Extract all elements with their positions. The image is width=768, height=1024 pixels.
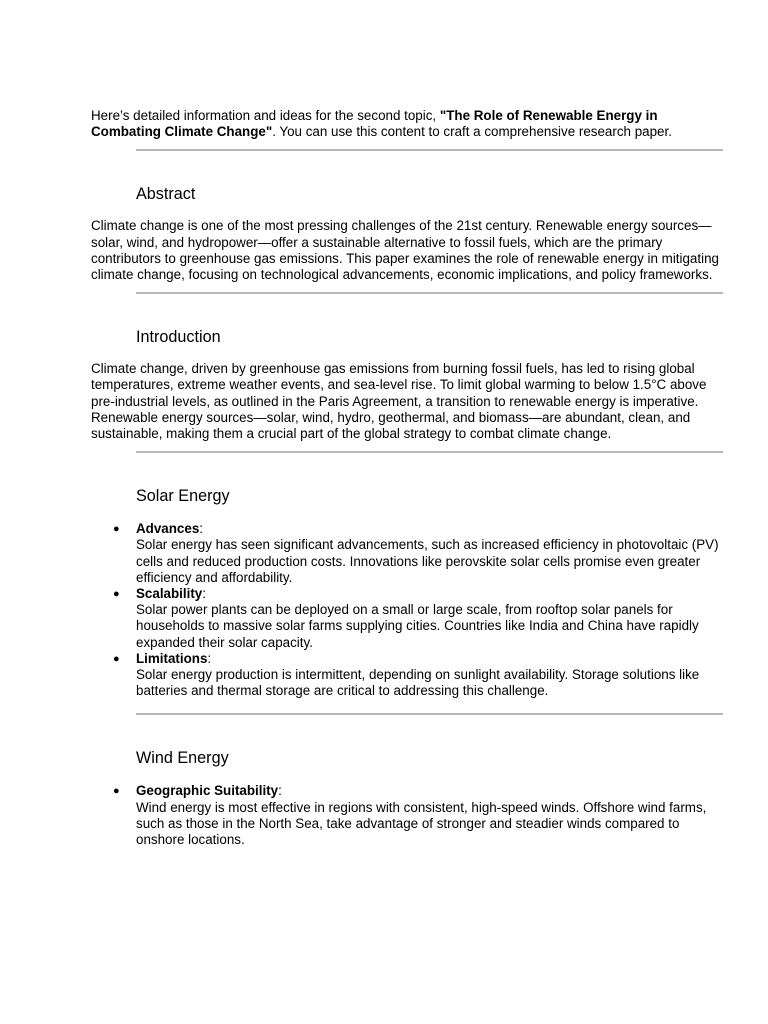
wind-heading: Wind Energy [136,749,229,768]
list-item [91,783,723,848]
intro-topic: "The Role of Renewable Energy in Combating Climate Change" [91,108,658,140]
intro-paragraph [91,108,723,140]
term-separator: : [278,783,282,799]
item-term: Geographic Suitability [136,783,279,799]
abstract-heading: Abstract [136,185,196,204]
solar-heading: Solar Energy [136,487,230,506]
abstract-text: Climate change is one of the most pressing challenges of the 21st century. Renewable energy sources—solar, wind, and hydropower—offer a sustainable alternative to fossil fuels, which are the primary contributors to greenhouse gas emissions. This paper examines the role of renewable energy in mitigating climate change, focusing on technological advancements, economic implications, and policy frameworks. [91,218,719,283]
item-term: Limitations [136,650,208,666]
term-separator: : [202,586,206,602]
intro-suffix: . You can use this content to craft a comprehensive research paper. [272,124,672,140]
term-separator: : [199,521,203,537]
wind-list [91,783,723,848]
intro-prefix: Here’s detailed information and ideas for the second topic, [91,108,440,123]
item-term: Advances [136,521,200,537]
list-item [91,651,723,700]
item-text: Solar energy has seen significant advancements, such as increased efficiency in photovoltaic (PV) cells and reduced production costs. Innovations like perovskite solar cells promise even greater efficiency and affordability. [136,537,719,585]
document-page [91,108,723,848]
bullet-icon: ● [113,652,120,665]
list-item [91,521,723,586]
section-divider [136,149,723,151]
introduction-heading: Introduction [136,328,221,347]
bullet-icon: ● [113,523,120,536]
item-term: Scalability [136,586,203,602]
bullet-icon: ● [113,785,120,798]
list-item [91,586,723,651]
section-divider [136,292,723,294]
item-text: Solar energy production is intermittent, depending on sunlight availability. Storage solutions like batteries and thermal storage are critical to addressing this challenge. [136,667,700,699]
item-text: Solar power plants can be deployed on a small or large scale, from rooftop solar panels for households to massive solar farms supplying cities. Countries like India and China have rapidly expanded their solar capacity. [136,602,699,650]
bullet-icon: ● [113,588,120,601]
term-separator: : [207,650,212,666]
introduction-text: Climate change, driven by greenhouse gas emissions from burning fossil fuels, has led to rising global temperatures, extreme weather events, and sea-level rise. To limit global warming to below 1.5°C above pre-industrial levels, as outlined in the Paris Agreement, a transition to renewable energy is imperative. Renewable energy sources—solar, wind, hydro, geothermal, and biomass—are abundant, clean, and sustainable, making them a crucial part of the global strategy to combat climate change. [91,361,707,442]
item-text: Wind energy is most effective in regions with consistent, high-speed winds. Offshore wind farms, such as those in the North Sea, take advantage of stronger and steadier winds compared to onshore locations. [136,799,707,848]
solar-list [91,521,723,699]
section-divider [136,451,723,453]
section-divider [136,713,723,715]
